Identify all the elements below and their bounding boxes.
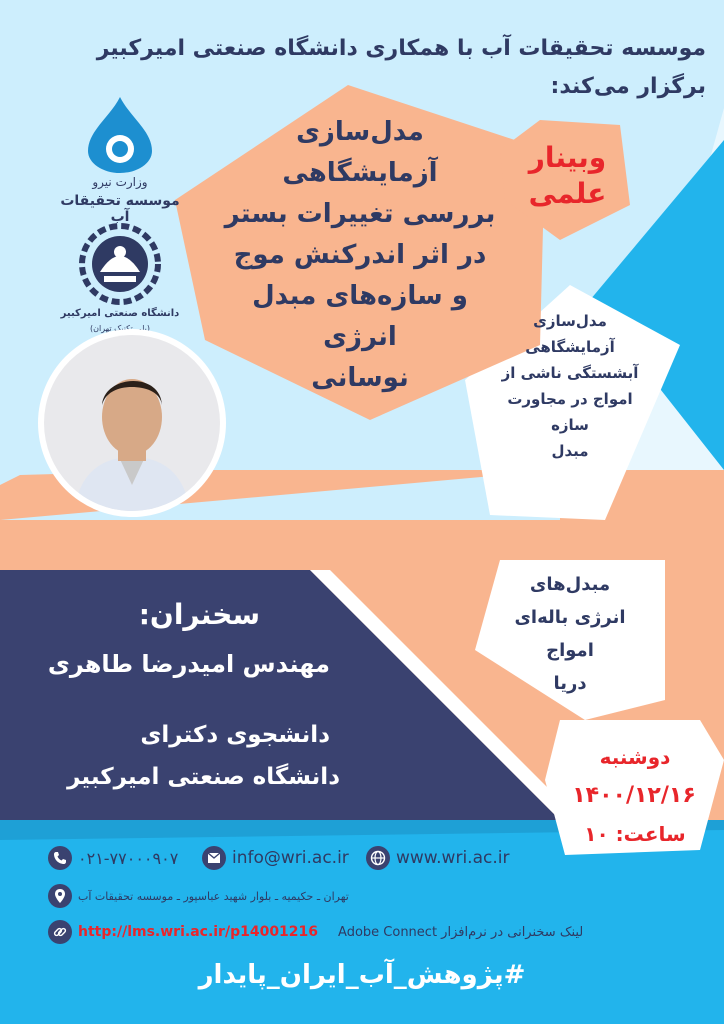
email-row	[202, 846, 349, 870]
topic1-line: مدل‌سازی	[533, 312, 607, 330]
aut-label: دانشگاه صنعتی امیرکبیر	[60, 308, 180, 319]
speaker-role-line2: دانشگاه صنعتی امیرکبیر	[67, 764, 340, 790]
website-row	[366, 846, 509, 870]
schedule-day: دوشنبه	[599, 745, 671, 769]
title-line: و سازه‌های مبدل	[252, 281, 468, 311]
schedule-date: ۱۴۰۰/۱۲/۱۶	[572, 783, 696, 808]
aut-emblem-icon	[60, 222, 180, 306]
aut-logo	[60, 222, 180, 342]
envelope-icon	[202, 846, 226, 870]
address-row	[48, 884, 349, 908]
title-line: مدل‌سازی	[296, 117, 424, 147]
title-line: آزمایشگاهی	[282, 158, 438, 188]
speaker-role-line1: دانشجوی دکترای	[140, 722, 330, 748]
speaker-portrait-icon	[44, 335, 220, 511]
water-drop-logo-icon	[60, 95, 180, 175]
title-line: در اثر اندرکنش موج	[233, 240, 487, 270]
topic1-text	[470, 308, 670, 464]
location-pin-icon	[48, 884, 72, 908]
topic2-line: امواج	[546, 640, 594, 661]
schedule-time: ساعت: ۱۰	[584, 822, 686, 846]
topic1-line: مبدل	[551, 442, 589, 460]
aut-sublabel: (پلی تکنیک تهران)	[90, 324, 150, 333]
phone-icon	[48, 846, 72, 870]
phone-row	[48, 846, 178, 870]
topic2-line: دریا	[553, 673, 587, 694]
topic1-line: آزمایشگاهی	[525, 338, 615, 356]
event-type-line2: علمی	[528, 177, 607, 210]
title-line: بررسی تغییرات بستر	[224, 199, 496, 229]
speaker-label: سخنران:	[138, 598, 260, 631]
webinar-link[interactable]: http://lms.wri.ac.ir/p14001216	[78, 924, 319, 940]
email-link[interactable]: info@wri.ac.ir	[232, 848, 349, 868]
topic2-line: مبدل‌های	[529, 574, 611, 595]
link-row	[48, 920, 583, 944]
header-line2: برگزار می‌کند:	[550, 74, 706, 99]
link-label: لینک سخنرانی در نرم‌افزار Adobe Connect	[338, 924, 584, 940]
phone-number: ۰۲۱-۷۷۰۰۰۹۰۷	[78, 848, 179, 868]
topic1-line: آبشستگی ناشی از	[501, 364, 639, 382]
speaker-photo	[44, 335, 220, 511]
speaker-name: مهندس امیدرضا طاهری	[47, 650, 330, 678]
wri-label: موسسه تحقیقات آب	[60, 193, 180, 225]
website-link[interactable]: www.wri.ac.ir	[396, 848, 510, 868]
topic1-line: امواج در مجاورت	[507, 390, 633, 408]
title-line: انرژی	[323, 322, 397, 352]
topic2-text	[480, 568, 660, 700]
event-type-line1: وبینار	[528, 141, 607, 174]
address-text: تهران ـ حکیمیه ـ بلوار شهید عباسپور ـ موسسه تحقیقات آب	[78, 889, 349, 903]
wri-logo	[60, 95, 180, 225]
topic1-line: سازه	[551, 416, 589, 434]
ministry-label: وزارت نیرو	[92, 175, 148, 189]
link-icon	[48, 920, 72, 944]
topic2-line: انرژی باله‌ای	[514, 607, 626, 628]
globe-icon	[366, 846, 390, 870]
title-line: نوسانی	[311, 363, 409, 393]
hashtag: #پژوهش_آب_ایران_پایدار	[198, 960, 526, 990]
header-line1: موسسه تحقیقات آب با همکاری دانشگاه صنعتی امیرکبیر	[96, 36, 706, 61]
